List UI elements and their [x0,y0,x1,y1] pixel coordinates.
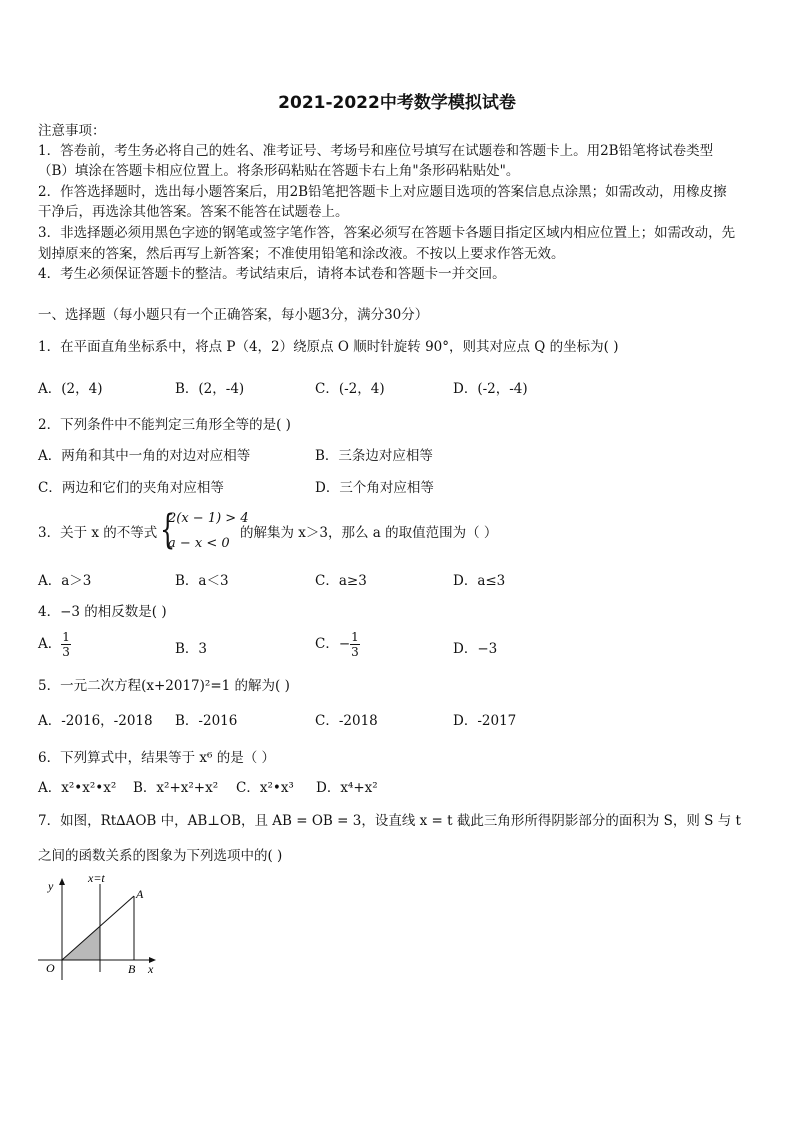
q3-option-c: C．a≥3 [315,573,367,589]
q2-option-c: C．两边和它们的夹角对应相等 [38,480,224,496]
fraction [61,630,71,659]
question-5-stem: 5．一元二次方程(x+2017)²=1 的解为( ) [38,678,290,694]
q4-option-a [38,630,71,659]
y-axis-arrow-icon [59,878,65,885]
question-3-prefix: 3．关于 x 的不等式 [38,525,158,541]
question-4-stem: 4．−3 的相反数是( ) [38,604,167,620]
label-o: O [46,961,55,975]
inequality-2: a − x < 0 [168,536,230,551]
page-title: 2021-2022中考数学模拟试卷 [278,93,516,113]
fraction-numerator: 1 [62,630,70,644]
fraction [350,630,360,659]
q4-option-c [315,630,360,659]
notice-line: 干净后，再选涂其他答案。答案不能答在试题卷上。 [38,204,349,220]
q2-option-b: B．三条边对应相等 [315,448,433,464]
question-1-stem: 1．在平面直角坐标系中，将点 P（4，2）绕原点 O 顺时针旋转 90°，则其对应点 Q 的坐标为( ) [38,339,619,355]
system-brace: { [160,507,176,553]
question-3-suffix: 的解集为 x＞3，那么 a 的取值范围为（ ） [240,525,498,541]
q1-option-a: A．(2，4) [38,381,103,397]
q6-option-b: B．x²+x²+x² [133,780,219,796]
label-b: B [128,962,136,976]
notice-line: 2．作答选择题时，选出每小题答案后，用2B铅笔把答题卡上对应题目选项的答案信息点涂黑；如需改动，用橡皮擦 [38,184,727,200]
q1-option-c: C．(-2，4) [315,381,385,397]
label-x-equals-t: x=t [88,871,105,885]
q6-option-d: D．x⁴+x² [316,780,378,796]
label-a: A [136,887,144,901]
q2-option-d: D．三个角对应相等 [315,480,434,496]
label-x: x [148,962,154,976]
section-heading: 一、选择题（每小题只有一个正确答案，每小题3分，满分30分） [38,307,429,323]
notice-line: 3．非选择题必须用黑色字迹的钢笔或签字笔作答，答案必须写在答题卡各题目指定区域内相应位置上；如需改动，先 [38,225,736,241]
notice-heading: 注意事项： [38,123,106,139]
fraction-denominator: 3 [351,645,359,659]
question-7-stem-cont: 之间的函数关系的图象为下列选项中的( ) [38,848,283,864]
question-6-stem: 6．下列算式中，结果等于 x⁶ 的是（ ） [38,750,275,766]
q1-option-d: D．(-2，-4) [453,381,528,397]
q3-option-d: D．a≤3 [453,573,506,589]
triangle-figure [34,872,174,982]
inequality-1: 2(x − 1) > 4 [168,511,249,526]
q4-option-a-label: A． [38,636,62,652]
question-7-stem: 7．如图，Rt∆AOB 中，AB⊥OB，且 AB = OB = 3，设直线 x = t 截此三角形所得阴影部分的面积为 S，则 S 与 t [38,813,741,829]
label-y: y [48,879,54,893]
q5-option-c: C．-2018 [315,713,378,729]
q3-option-a: A．a＞3 [38,573,92,589]
question-2-stem: 2．下列条件中不能判定三角形全等的是( ) [38,417,291,433]
notice-line: 4．考生必须保证答题卡的整洁。考试结束后，请将本试卷和答题卡一并交回。 [38,266,506,282]
notice-line: 划掉原来的答案，然后再写上新答案；不准使用铅笔和涂改液。不按以上要求作答无效。 [38,246,565,262]
notice-line: 1．答卷前，考生务必将自己的姓名、准考证号、考场号和座位号填写在试题卷和答题卡上。用2B铅笔将试卷类型 [38,143,714,159]
q6-option-a: A．x²•x²•x² [38,780,117,796]
q4-option-d: D．−3 [453,641,498,657]
q3-option-b: B．a＜3 [175,573,229,589]
q4-option-b: B．3 [175,641,208,657]
q4-option-c-label: C．− [315,636,351,652]
q5-option-a: A．-2016，-2018 [38,713,153,729]
q6-option-c: C．x²•x³ [236,780,294,796]
q5-option-d: D．-2017 [453,713,517,729]
fraction-numerator: 1 [351,630,359,644]
fraction-denominator: 3 [62,645,70,659]
q2-option-a: A．两角和其中一角的对边对应相等 [38,448,251,464]
notice-line: （B）填涂在答题卡相应位置上。将条形码粘贴在答题卡右上角"条形码粘贴处"。 [38,163,520,179]
q5-option-b: B．-2016 [175,713,238,729]
q1-option-b: B．(2，-4) [175,381,245,397]
